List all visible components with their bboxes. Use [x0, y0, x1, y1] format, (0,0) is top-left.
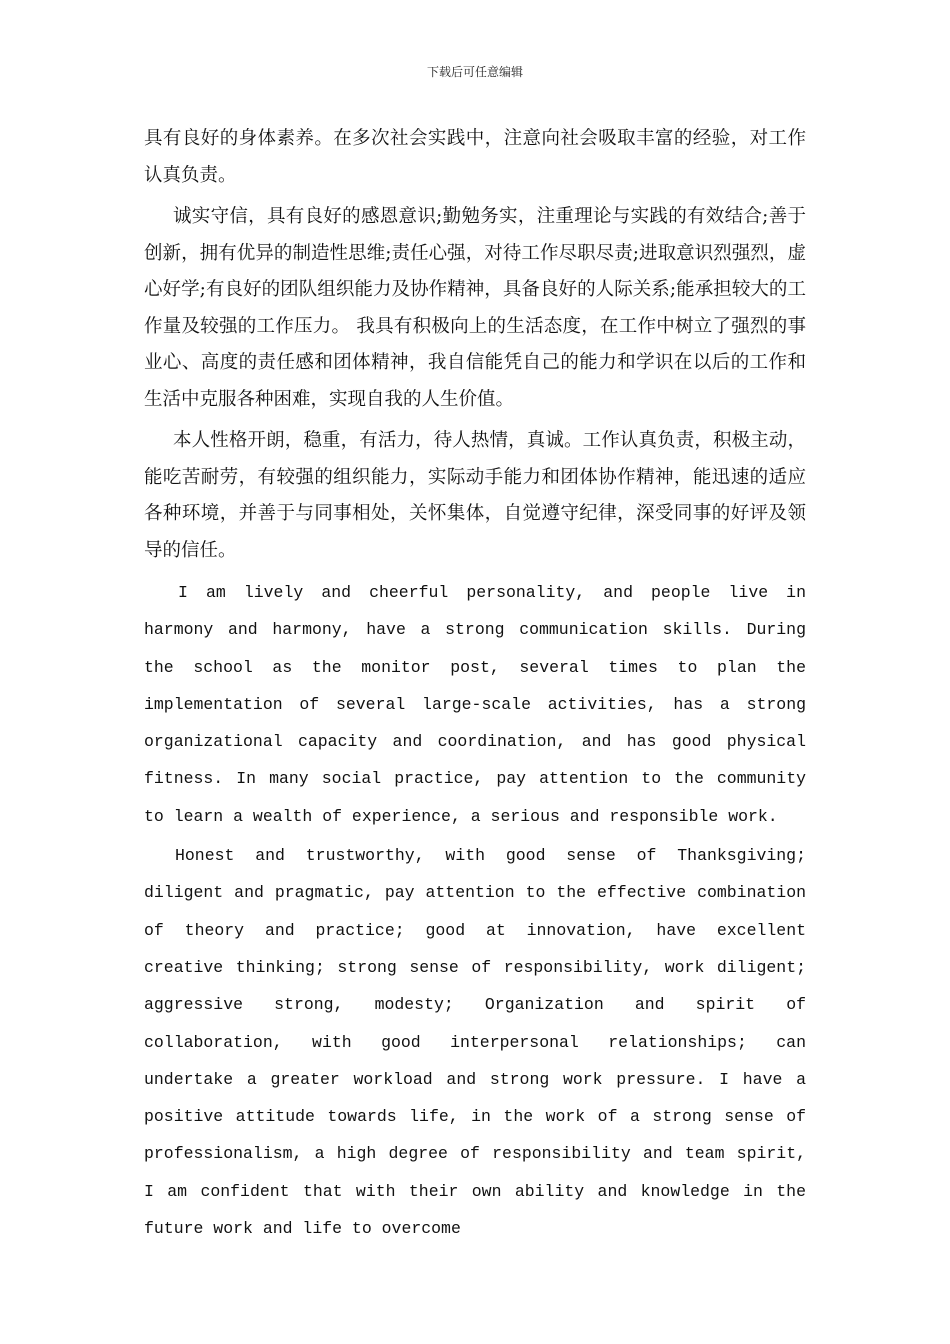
paragraph-en-1: I am lively and cheerful personality, and people live in harmony and harmony, have a strong communication skills. During the school as the monitor post, several times to plan the implementation of several large-scale activities, has a strong organizational capacity and coordination, and has good physical fitness. In many social practice, pay attention to the community to learn a wealth of experience, a serious and responsible work.: [144, 583, 806, 826]
paragraph-en-2: Honest and trustworthy, with good sense of Thanksgiving; diligent and pragmatic, pay attention to the effective combination of theory and practice; good at innovation, have excellent creative thinking; strong sense of responsibility, work diligent; aggressive strong, modesty; Organization and spirit of collaboration, with good interpersonal relationships; can undertake a greater workload and strong work pressure. I have a positive attitude towards life, in the work of a strong sense of professionalism, a high degree of responsibility and team spirit, I am confident that with their own ability and knowledge in the future work and life to overcome: [144, 846, 806, 1239]
document-body: [144, 121, 806, 1247]
paragraph-zh-3: 本人性格开朗，稳重，有活力，待人热情，真诚。工作认真负责，积极主动，能吃苦耐劳，有较强的组织能力，实际动手能力和团体协作精神，能迅速的适应各种环境，并善于与同事相处，关怀集体，自觉遵守纪律，深受同事的好评及领导的信任。: [144, 430, 806, 561]
paragraph-zh-1: 具有良好的身体素养。在多次社会实践中，注意向社会吸取丰富的经验，对工作认真负责。: [144, 128, 806, 186]
paragraph-zh-2: 诚实守信，具有良好的感恩意识;勤勉务实，注重理论与实践的有效结合;善于创新，拥有优异的制造性思维;责任心强，对待工作尽职尽责;进取意识烈强烈，虚心好学;有良好的团队组织能力及协作精神，具备良好的人际关系;能承担较大的工作量及较强的工作压力。 我具有积极向上的生活态度，在工作中树立了强烈的事业心、高度的责任感和团体精神，我自信能凭自己的能力和学识在以后的工作和生活中克服各种困难，实现自我的人生价值。: [144, 206, 806, 410]
page-header: 下载后可任意编辑: [426, 65, 523, 79]
